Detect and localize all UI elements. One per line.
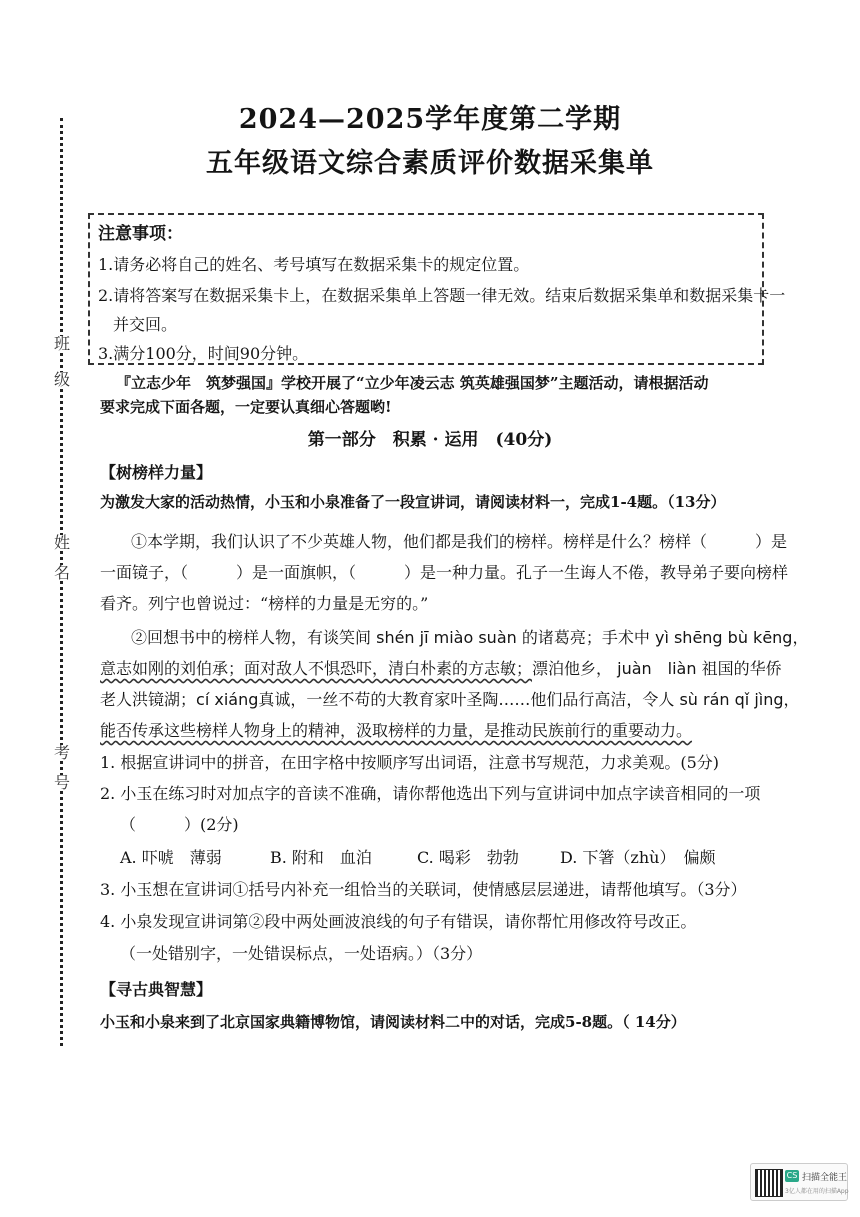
camscanner-badge: CS bbox=[786, 1171, 798, 1180]
section2-instruction: 小玉和小泉来到了北京国家典籍博物馆，请阅读材料二中的对话，完成5-8题。（ 14分） bbox=[100, 1013, 686, 1031]
notice-item-3: 3.满分100分，时间90分钟。 bbox=[98, 344, 309, 363]
section2-title: 【寻古典智慧】 bbox=[100, 980, 213, 999]
p2-line-4 bbox=[100, 723, 692, 739]
scanner-tagline: 3亿人都在用的扫描App bbox=[785, 1188, 849, 1195]
pinyin-1: shén jī miào suàn bbox=[376, 628, 517, 647]
p1-line-1-end: ）是 bbox=[755, 532, 788, 551]
wavy-sentence-2: 能否传承这些榜样人物身上的精神，汲取榜样的力量，是推动民族前行的重要动力。 bbox=[100, 721, 693, 740]
scanner-app-name: 扫描全能王 bbox=[802, 1173, 848, 1183]
intro-line-1: 『立志少年 筑梦强国』学校开展了“立少年凌云志 筑英雄强国梦”主题活动，请根据活动 bbox=[116, 374, 709, 392]
binding-label-grade: 级 bbox=[54, 370, 71, 389]
p2-line-2-text-a: 漂泊他乡， bbox=[532, 659, 613, 678]
intro-line-2: 要求完成下面各题，一定要认真细心答题哟! bbox=[100, 398, 392, 416]
question-1: 1. 根据宣讲词中的拼音，在田字格中按顺序写出词语，注意书写规范，力求美观。(5分) bbox=[100, 753, 720, 772]
qr-code-icon bbox=[755, 1169, 783, 1197]
pinyin-4: cí xiáng bbox=[196, 690, 259, 709]
part1-title: 第一部分 积累 · 运用 (40分) bbox=[307, 430, 553, 450]
pinyin-2: yì shēng bù kēng bbox=[654, 628, 793, 647]
p2-line-2-text-b: 祖国的华侨 bbox=[701, 659, 782, 678]
p2-line-3-text-c: ， bbox=[783, 690, 800, 709]
p2-line-3-text-a: 老人洪镜湖； bbox=[100, 690, 197, 709]
p2-line-3-text-b: 真诚，一丝不苟的大教育家叶圣陶……他们品行高洁，令人 bbox=[258, 690, 675, 709]
p1-line-2-text-b: ）是一面旗帜，（ bbox=[236, 563, 357, 582]
pinyin-3: juàn liàn bbox=[617, 659, 697, 678]
p2-line-2 bbox=[100, 661, 782, 677]
binding-dotted-line bbox=[60, 118, 63, 1046]
section1-instruction: 为激发大家的活动热情，小玉和小泉准备了一段宣讲词，请阅读材料一，完成1-4题。（13分） bbox=[100, 493, 726, 511]
wavy-sentence-1: 意志如刚的刘伯承；面对敌人不惧恐吓，清白朴素的方志敏； bbox=[100, 659, 533, 678]
option-a[interactable]: A. 吓唬 薄弱 bbox=[120, 848, 222, 867]
p2-line-1 bbox=[131, 630, 808, 646]
question-4: 4. 小泉发现宣讲词第②段中两处画波浪线的句子有错误，请你帮忙用修改符号改正。 bbox=[100, 912, 697, 931]
p2-line-3 bbox=[100, 692, 800, 708]
notice-item-2: 2.请将答案写在数据采集卡上，在数据采集单上答题一律无效。结束后数据采集单和数据采集卡一 bbox=[98, 286, 786, 305]
section1-title: 【树榜样力量】 bbox=[100, 463, 213, 482]
question-3: 3. 小玉想在宣讲词①括号内补充一组恰当的关联词，使情感层层递进，请帮他填写。（3分） bbox=[100, 880, 747, 899]
pinyin-5: sù rán qǐ jìng bbox=[679, 690, 784, 709]
p1-line-2-text-a: 一面镜子，（ bbox=[100, 563, 189, 582]
p1-line-2 bbox=[100, 565, 788, 581]
p1-line-1 bbox=[131, 534, 787, 550]
page-title-term: 2024—2025学年度第二学期 bbox=[238, 104, 622, 135]
p1-line-2-text-c: ）是一种力量。孔子一生诲人不倦，教导弟子要向榜样 bbox=[404, 563, 789, 582]
p1-line-1-text: ①本学期，我们认识了不少英雄人物，他们都是我们的榜样。榜样是什么？榜样（ bbox=[131, 532, 708, 551]
question-2: 2. 小玉在练习时对加点字的音读不准确，请你帮他选出下列与宣讲词中加点字读音相同的一项 bbox=[100, 784, 761, 803]
binding-label-class: 班 bbox=[54, 334, 71, 353]
notice-item-1: 1.请务必将自己的姓名、考号填写在数据采集卡的规定位置。 bbox=[98, 255, 530, 274]
notice-heading: 注意事项： bbox=[98, 224, 183, 244]
p2-line-1-text-a: ②回想书中的榜样人物，有谈笑间 bbox=[131, 628, 372, 647]
option-d[interactable]: D. 下箸（zhù） 偏颇 bbox=[560, 848, 716, 867]
scanner-logo bbox=[750, 1163, 848, 1201]
binding-label-number: 号 bbox=[54, 773, 71, 792]
binding-label-exam: 考 bbox=[54, 743, 71, 762]
question-2-answer-slot[interactable]: （ ）(2分) bbox=[120, 815, 239, 834]
binding-label-name: 名 bbox=[54, 563, 71, 582]
page-title-subject: 五年级语文综合素质评价数据采集单 bbox=[206, 148, 654, 179]
binding-label-surname: 姓 bbox=[54, 533, 71, 552]
question-4-note: （一处错别字，一处错误标点，一处语病。）（3分） bbox=[120, 944, 483, 963]
option-c[interactable]: C. 喝彩 勃勃 bbox=[417, 848, 519, 867]
p2-line-1-text-b: 的诸葛亮；手术中 bbox=[521, 628, 650, 647]
option-b[interactable]: B. 附和 血泊 bbox=[270, 848, 372, 867]
notice-item-2-cont: 并交回。 bbox=[113, 315, 178, 334]
p2-line-1-text-c: ， bbox=[792, 628, 809, 647]
p1-line-3: 看齐。列宁也曾说过：“榜样的力量是无穷的。” bbox=[100, 594, 429, 613]
